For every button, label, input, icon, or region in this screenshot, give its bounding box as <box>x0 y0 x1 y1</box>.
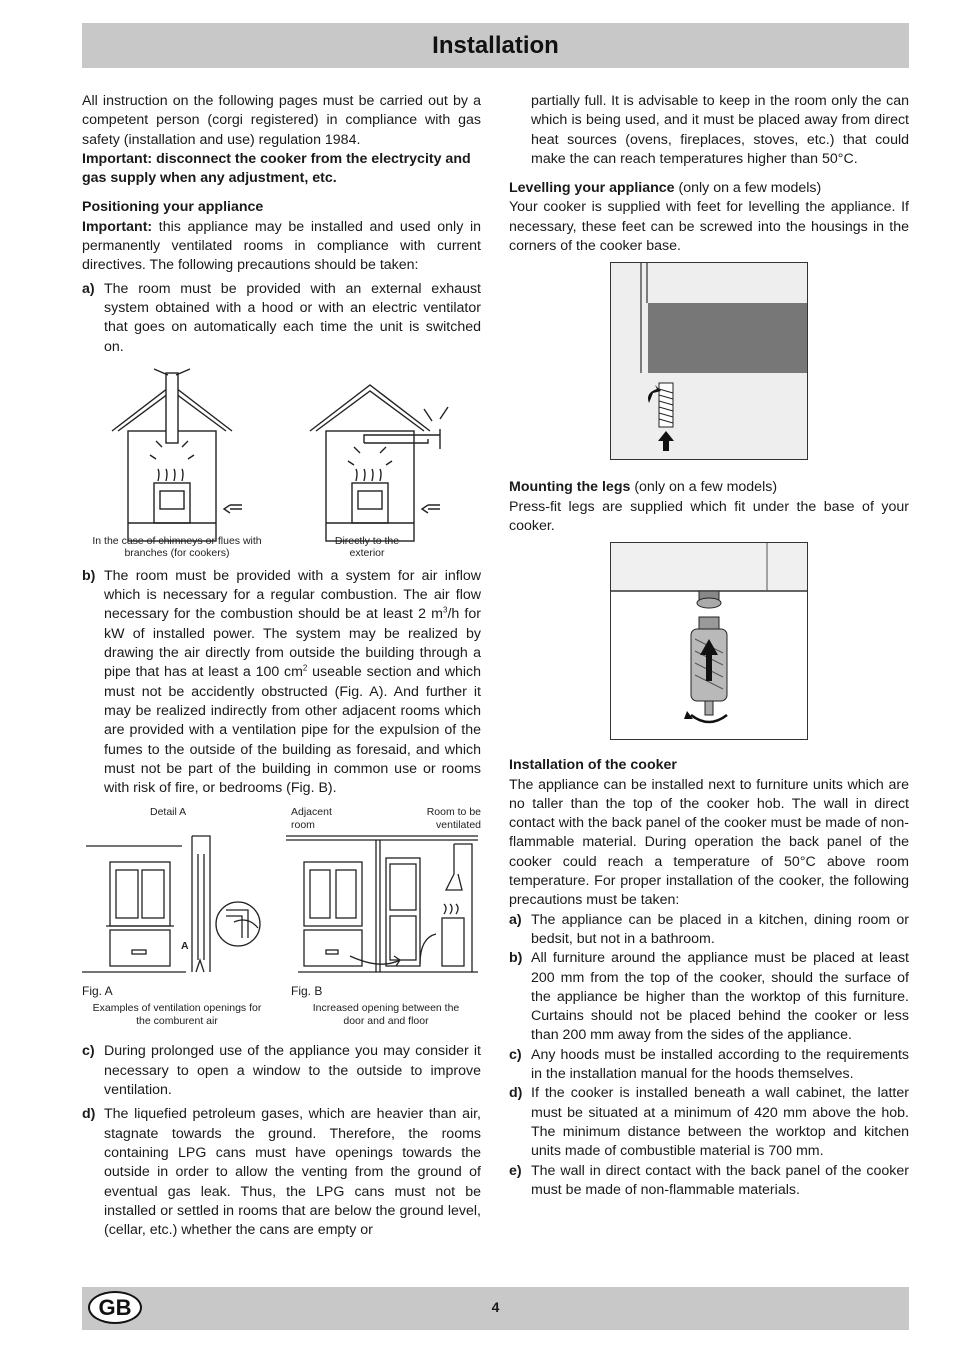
legs-text: Press-fit legs are supplied which fit under the base of your cooker. <box>509 498 909 534</box>
legs-note: (only on a few models) <box>630 479 778 496</box>
install-item-a <box>509 911 909 950</box>
left-column <box>82 92 481 1240</box>
fig2-caption-right: Increased opening between the door and and floor <box>312 1002 460 1027</box>
levelling-heading <box>509 179 909 198</box>
country-badge: GB <box>88 1291 142 1324</box>
b-text-part: The room must be provided with a system for air inflow which is necessary for a regular combustion. The air flow necessary for the combustion should be at least 2 m <box>104 567 481 623</box>
item-label: a) <box>82 280 95 297</box>
levelling-title: Levelling your appliance <box>509 180 675 197</box>
item-text: The wall in direct contact with the back panel of the cooker must be made of non-flammable materials. <box>531 1162 909 1198</box>
item-label: d) <box>509 1085 523 1102</box>
positioning-body: this appliance may be installed and used only in permanently ventilated rooms in compliance with current directives. The following precautions should be taken: <box>82 218 481 274</box>
item-label: c) <box>509 1046 522 1063</box>
item-label: a) <box>509 911 522 928</box>
intro-text: All instruction on the following pages must be carried out by a competent person (corgi registered) in compliance with gas safety (installation and use) regulation 1984. <box>82 93 481 148</box>
item-label: b) <box>509 950 523 967</box>
d-continued-text: partially full. It is advisable to keep in the room only the can which is being used, and it must be placed away from direct heat sources (ovens, fireplaces, stoves, etc.) that could make the can reach temperatures higher than 50°C. <box>531 93 909 167</box>
item-label: e) <box>509 1162 522 1179</box>
installation-text: The appliance can be installed next to furniture units which are no taller than the top of the cooker hob. The wall in direct contact with the back panel of the cooker must be made of non-flammable material. During operation the back panel of the cooker could reach a temperature of 50°C above room temperature. For proper installation of the cooker, the following precautions must be taken: <box>509 776 909 909</box>
legs-figure <box>610 542 808 740</box>
superscript: 3 <box>442 605 448 615</box>
detail-a-label: Detail A <box>150 806 187 819</box>
intro-warning: Important: disconnect the cooker from the electrycity and gas supply when any adjustment, etc. <box>82 150 471 187</box>
page-number: 4 <box>491 1299 500 1315</box>
adjacent-room-label: Adjacent room <box>291 806 332 831</box>
installation-heading: Installation of the cooker <box>509 757 677 774</box>
fig-ab-illustration <box>82 834 481 1009</box>
fig1-caption-left: In the case of chimneys or flues with branches (for cookers) <box>92 534 262 560</box>
positioning-heading: Positioning your appliance <box>82 199 264 216</box>
install-item-d <box>509 1084 909 1161</box>
legs-heading <box>509 478 909 497</box>
page-title: Installation <box>432 31 559 59</box>
legs-title: Mounting the legs <box>509 479 631 496</box>
title-bar <box>82 23 909 68</box>
list-item-b <box>82 567 481 799</box>
b-text-part: useable section and which must not be accidently obstructed (Fig. A). And further it may be realized indirectly from other adjacent rooms which are provided with a ventilation pipe for the expulsion of the fumes to the outside of the building as foresaid, and which must not be part of the building in common use or rooms with risk of fire, or bedrooms (Fig. B). <box>104 664 481 797</box>
levelling-text: Your cooker is supplied with feet for levelling the appliance. If necessary, these feet can be screwed into the housings in the corners of the cooker base. <box>509 199 909 255</box>
levelling-figure <box>610 262 808 460</box>
item-text: During prolonged use of the appliance you may consider it necessary to open a window to the outside to improve ventilation. <box>104 1043 481 1099</box>
footer-bar <box>82 1287 909 1330</box>
item-label: b) <box>82 567 96 584</box>
fig2-caption-left: Examples of ventilation openings for the comburent air <box>92 1002 262 1027</box>
item-text: Any hoods must be installed according to the requirements in the installation manual for the hoods themselves. <box>531 1046 909 1083</box>
press-fit-leg-illustration <box>611 543 807 739</box>
install-item-b <box>509 949 909 1045</box>
item-text: The liquefied petroleum gases, which are heavier than air, stagnate towards the ground. Therefore, the rooms containing LPG cans must have openings towards the outside in order to allow the venting from the ground of eventual gas leak. Thus, the LPG cans must not be installed or settled in rooms that are below the ground level, (cellar, etc.) whether the cans are empty or <box>104 1106 481 1239</box>
list-item-d <box>82 1105 481 1240</box>
levelling-foot-illustration <box>611 263 807 459</box>
superscript: 2 <box>302 663 308 673</box>
fig-b-label: Fig. B <box>291 984 323 999</box>
item-text: The appliance can be placed in a kitchen, dining room or bedsit, but not in a bathroom. <box>531 911 909 947</box>
item-text: If the cooker is installed beneath a wall cabinet, the latter must be situated at a minimum of 420 mm above the hob. The minimum distance between the worktop and kitchen units made of combustible material is 700 mm. <box>531 1085 909 1160</box>
item-text <box>104 567 481 799</box>
list-item-a <box>82 280 481 357</box>
item-text: All furniture around the appliance must be placed at least 200 mm from the top of the cooker, should the surface of the appliance be higher than the worktop of this furniture. Curtains should not be placed behind the cooker or less than 200 mm away from the sides of the appliance. <box>531 950 909 1044</box>
install-item-e <box>509 1162 909 1201</box>
item-label: d) <box>82 1106 96 1123</box>
houses-illustration <box>82 363 481 559</box>
fig1-caption-right: Directly to the exterior <box>334 534 400 560</box>
right-column <box>509 92 909 1200</box>
room-ventilated-label: Room to be ventilated <box>426 806 481 831</box>
item-label: c) <box>82 1043 95 1060</box>
positioning-text <box>82 218 481 276</box>
ventilation-houses-figure <box>82 363 481 559</box>
important-label: Important: <box>82 218 153 235</box>
b-text-part: /h for kW of installed power. The system may be realized by drawing the air directly from outside the building through a pipe that has at least a 100 cm <box>104 606 481 681</box>
fig-a-label: Fig. A <box>82 984 113 999</box>
ventilation-openings-figure <box>82 806 481 1042</box>
item-text: The room must be provided with an external exhaust system obtained with a hood or with an electric ventilator that goes on automatically each time the unit is switched on. <box>104 280 481 355</box>
label-a: A <box>181 940 189 953</box>
install-item-c <box>509 1046 909 1085</box>
list-item-c <box>82 1042 481 1100</box>
levelling-note: (only on a few models) <box>674 180 822 197</box>
